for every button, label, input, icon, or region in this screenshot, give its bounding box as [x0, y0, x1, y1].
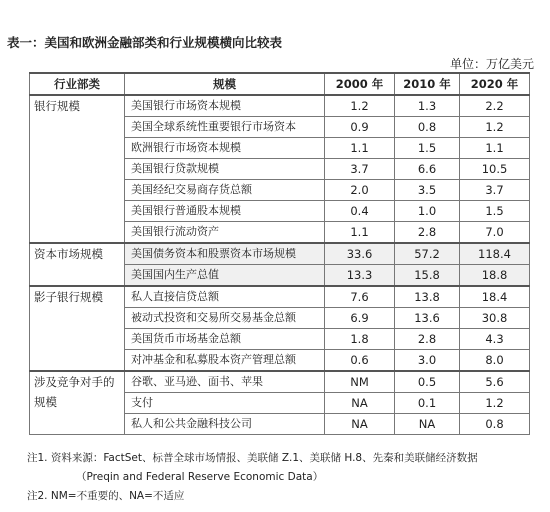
- value-2000-cell: 6.9: [325, 308, 395, 329]
- value-2000-cell: NA: [325, 414, 395, 435]
- value-2020-cell: 30.8: [460, 308, 530, 329]
- value-2010-cell: 3.5: [395, 180, 460, 201]
- value-2020-cell: 1.2: [460, 117, 530, 138]
- value-2020-cell: 8.0: [460, 350, 530, 372]
- value-2000-cell: NM: [325, 371, 395, 393]
- category-cell: 银行规模: [30, 95, 125, 243]
- item-cell: 美国银行市场资本规模: [125, 95, 325, 117]
- table-row: [30, 95, 530, 117]
- value-2000-cell: 3.7: [325, 159, 395, 180]
- value-2020-cell: 3.7: [460, 180, 530, 201]
- value-2010-cell: 1.0: [395, 201, 460, 222]
- value-2010-cell: 0.5: [395, 371, 460, 393]
- category-cell: 影子银行规模: [30, 286, 125, 371]
- header-scale: 规模: [125, 73, 325, 95]
- item-cell: 欧洲银行市场资本规模: [125, 138, 325, 159]
- value-2000-cell: 13.3: [325, 265, 395, 287]
- value-2000-cell: 2.0: [325, 180, 395, 201]
- value-2020-cell: 7.0: [460, 222, 530, 244]
- item-cell: 美国债务资本和股票资本市场规模: [125, 243, 325, 265]
- header-category: 行业部类: [30, 73, 125, 95]
- note-2: 注2. NM=不重要的、NA=不适应: [27, 490, 185, 502]
- item-cell: 美国货币市场基金总额: [125, 329, 325, 350]
- header-2010: 2010 年: [395, 73, 460, 95]
- value-2000-cell: 1.2: [325, 95, 395, 117]
- header-2020: 2020 年: [460, 73, 530, 95]
- header-2000: 2000 年: [325, 73, 395, 95]
- value-2000-cell: 0.6: [325, 350, 395, 372]
- value-2010-cell: 13.8: [395, 286, 460, 308]
- value-2010-cell: 0.8: [395, 117, 460, 138]
- item-cell: 支付: [125, 393, 325, 414]
- value-2020-cell: 1.2: [460, 393, 530, 414]
- value-2000-cell: 33.6: [325, 243, 395, 265]
- value-2020-cell: 18.8: [460, 265, 530, 287]
- header-row: [30, 73, 530, 95]
- comparison-table: [29, 72, 530, 435]
- table-row: [30, 243, 530, 265]
- value-2010-cell: NA: [395, 414, 460, 435]
- value-2010-cell: 0.1: [395, 393, 460, 414]
- table-body: [30, 95, 530, 435]
- value-2020-cell: 18.4: [460, 286, 530, 308]
- table-title: 表一：美国和欧洲金融部类和行业规模横向比较表: [7, 35, 283, 50]
- value-2010-cell: 2.8: [395, 329, 460, 350]
- item-cell: 美国银行流动资产: [125, 222, 325, 244]
- value-2010-cell: 1.5: [395, 138, 460, 159]
- note-1-line-2: （Preqin and Federal Reserve Economic Data）: [76, 471, 324, 483]
- item-cell: 美国经纪交易商存货总额: [125, 180, 325, 201]
- item-cell: 对冲基金和私募股本资产管理总额: [125, 350, 325, 372]
- table-row: [30, 371, 530, 393]
- value-2010-cell: 3.0: [395, 350, 460, 372]
- value-2000-cell: 1.1: [325, 138, 395, 159]
- value-2020-cell: 10.5: [460, 159, 530, 180]
- value-2020-cell: 1.1: [460, 138, 530, 159]
- item-cell: 私人直接信贷总额: [125, 286, 325, 308]
- unit-label: 单位：万亿美元: [449, 57, 534, 71]
- item-cell: 谷歌、亚马逊、面书、苹果: [125, 371, 325, 393]
- item-cell: 私人和公共金融科技公司: [125, 414, 325, 435]
- value-2020-cell: 0.8: [460, 414, 530, 435]
- value-2010-cell: 57.2: [395, 243, 460, 265]
- value-2000-cell: 0.9: [325, 117, 395, 138]
- item-cell: 美国国内生产总值: [125, 265, 325, 287]
- table-row: [30, 286, 530, 308]
- value-2000-cell: 7.6: [325, 286, 395, 308]
- value-2020-cell: 1.5: [460, 201, 530, 222]
- value-2020-cell: 2.2: [460, 95, 530, 117]
- note-1-line-1: 注1. 资料来源：FactSet、标普全球市场情报、美联储 Z.1、美联储 H.8、先秦和美联储经济数据: [27, 452, 478, 464]
- value-2010-cell: 15.8: [395, 265, 460, 287]
- value-2000-cell: 0.4: [325, 201, 395, 222]
- item-cell: 被动式投资和交易所交易基金总额: [125, 308, 325, 329]
- category-cell: 资本市场规模: [30, 243, 125, 286]
- notes: [27, 449, 478, 506]
- item-cell: 美国全球系统性重要银行市场资本: [125, 117, 325, 138]
- value-2000-cell: 1.1: [325, 222, 395, 244]
- value-2010-cell: 2.8: [395, 222, 460, 244]
- category-cell: 涉及竞争对手的规模: [30, 371, 125, 435]
- value-2020-cell: 118.4: [460, 243, 530, 265]
- value-2010-cell: 6.6: [395, 159, 460, 180]
- value-2010-cell: 13.6: [395, 308, 460, 329]
- value-2020-cell: 4.3: [460, 329, 530, 350]
- value-2000-cell: NA: [325, 393, 395, 414]
- value-2020-cell: 5.6: [460, 371, 530, 393]
- item-cell: 美国银行普通股本规模: [125, 201, 325, 222]
- item-cell: 美国银行贷款规模: [125, 159, 325, 180]
- value-2000-cell: 1.8: [325, 329, 395, 350]
- value-2010-cell: 1.3: [395, 95, 460, 117]
